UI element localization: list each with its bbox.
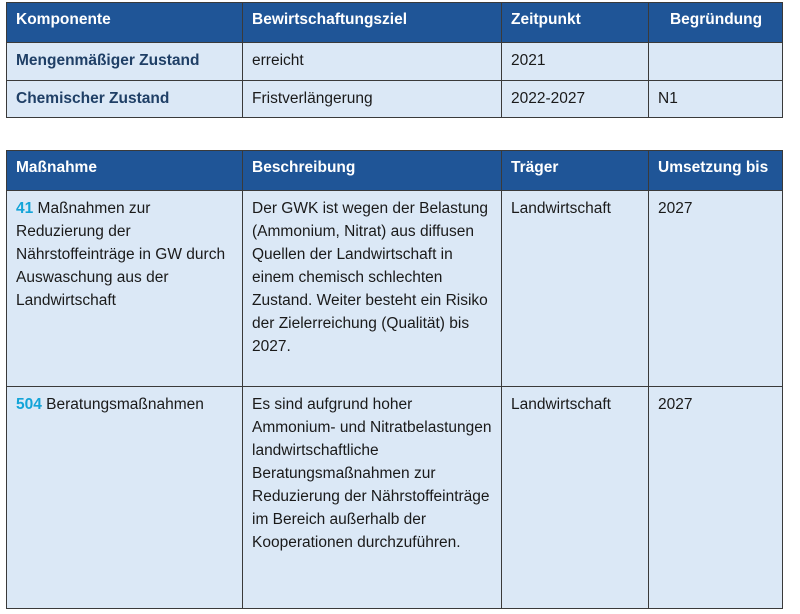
cell-umsetzung: 2027 [649, 191, 783, 387]
management-goals-table [6, 2, 783, 118]
header-traeger: Träger [502, 151, 649, 191]
header-umsetzung: Umsetzung bis [649, 151, 783, 191]
table-row [7, 191, 783, 387]
cell-beschreibung: Es sind aufgrund hoher Ammonium- und Nitratbelastungen landwirtschaftliche Beratungsmaßnahmen zur Reduzierung der Nährstoffeinträge im Bereich außerhalb der Kooperationen durchzuführen. [243, 387, 502, 609]
header-zeitpunkt: Zeitpunkt [502, 3, 649, 43]
cell-massnahme [7, 387, 243, 609]
header-massnahme: Maßnahme [7, 151, 243, 191]
cell-ziel: erreicht [243, 43, 502, 81]
cell-komponente: Chemischer Zustand [7, 81, 243, 118]
table-row [7, 387, 783, 609]
measures-table [6, 150, 783, 609]
measure-number: 41 [16, 200, 34, 217]
cell-traeger: Landwirtschaft [502, 387, 649, 609]
cell-traeger: Landwirtschaft [502, 191, 649, 387]
table-row [7, 81, 783, 118]
measure-name: Maßnahmen zur Reduzierung der Nährstoffeinträge in GW durch Auswaschung aus der Landwirtschaft [16, 200, 226, 309]
table-header-row [7, 3, 783, 43]
header-bewirtschaftungsziel: Bewirtschaftungsziel [243, 3, 502, 43]
cell-ziel: Fristverlängerung [243, 81, 502, 118]
measure-number: 504 [16, 396, 42, 413]
cell-umsetzung: 2027 [649, 387, 783, 609]
table-header-row [7, 151, 783, 191]
table-row [7, 43, 783, 81]
header-begruendung: Begründung [649, 3, 783, 43]
cell-komponente: Mengenmäßiger Zustand [7, 43, 243, 81]
cell-begruendung: N1 [649, 81, 783, 118]
header-beschreibung: Beschreibung [243, 151, 502, 191]
cell-massnahme [7, 191, 243, 387]
cell-beschreibung: Der GWK ist wegen der Belastung (Ammonium, Nitrat) aus diffusen Quellen der Landwirtschaft in einem chemisch schlechten Zustand. Weiter besteht ein Risiko der Zielerreichung (Qualität) bis 2027. [243, 191, 502, 387]
cell-begruendung [649, 43, 783, 81]
cell-zeitpunkt: 2022-2027 [502, 81, 649, 118]
cell-zeitpunkt: 2021 [502, 43, 649, 81]
header-komponente: Komponente [7, 3, 243, 43]
measure-name: Beratungsmaßnahmen [41, 396, 204, 413]
